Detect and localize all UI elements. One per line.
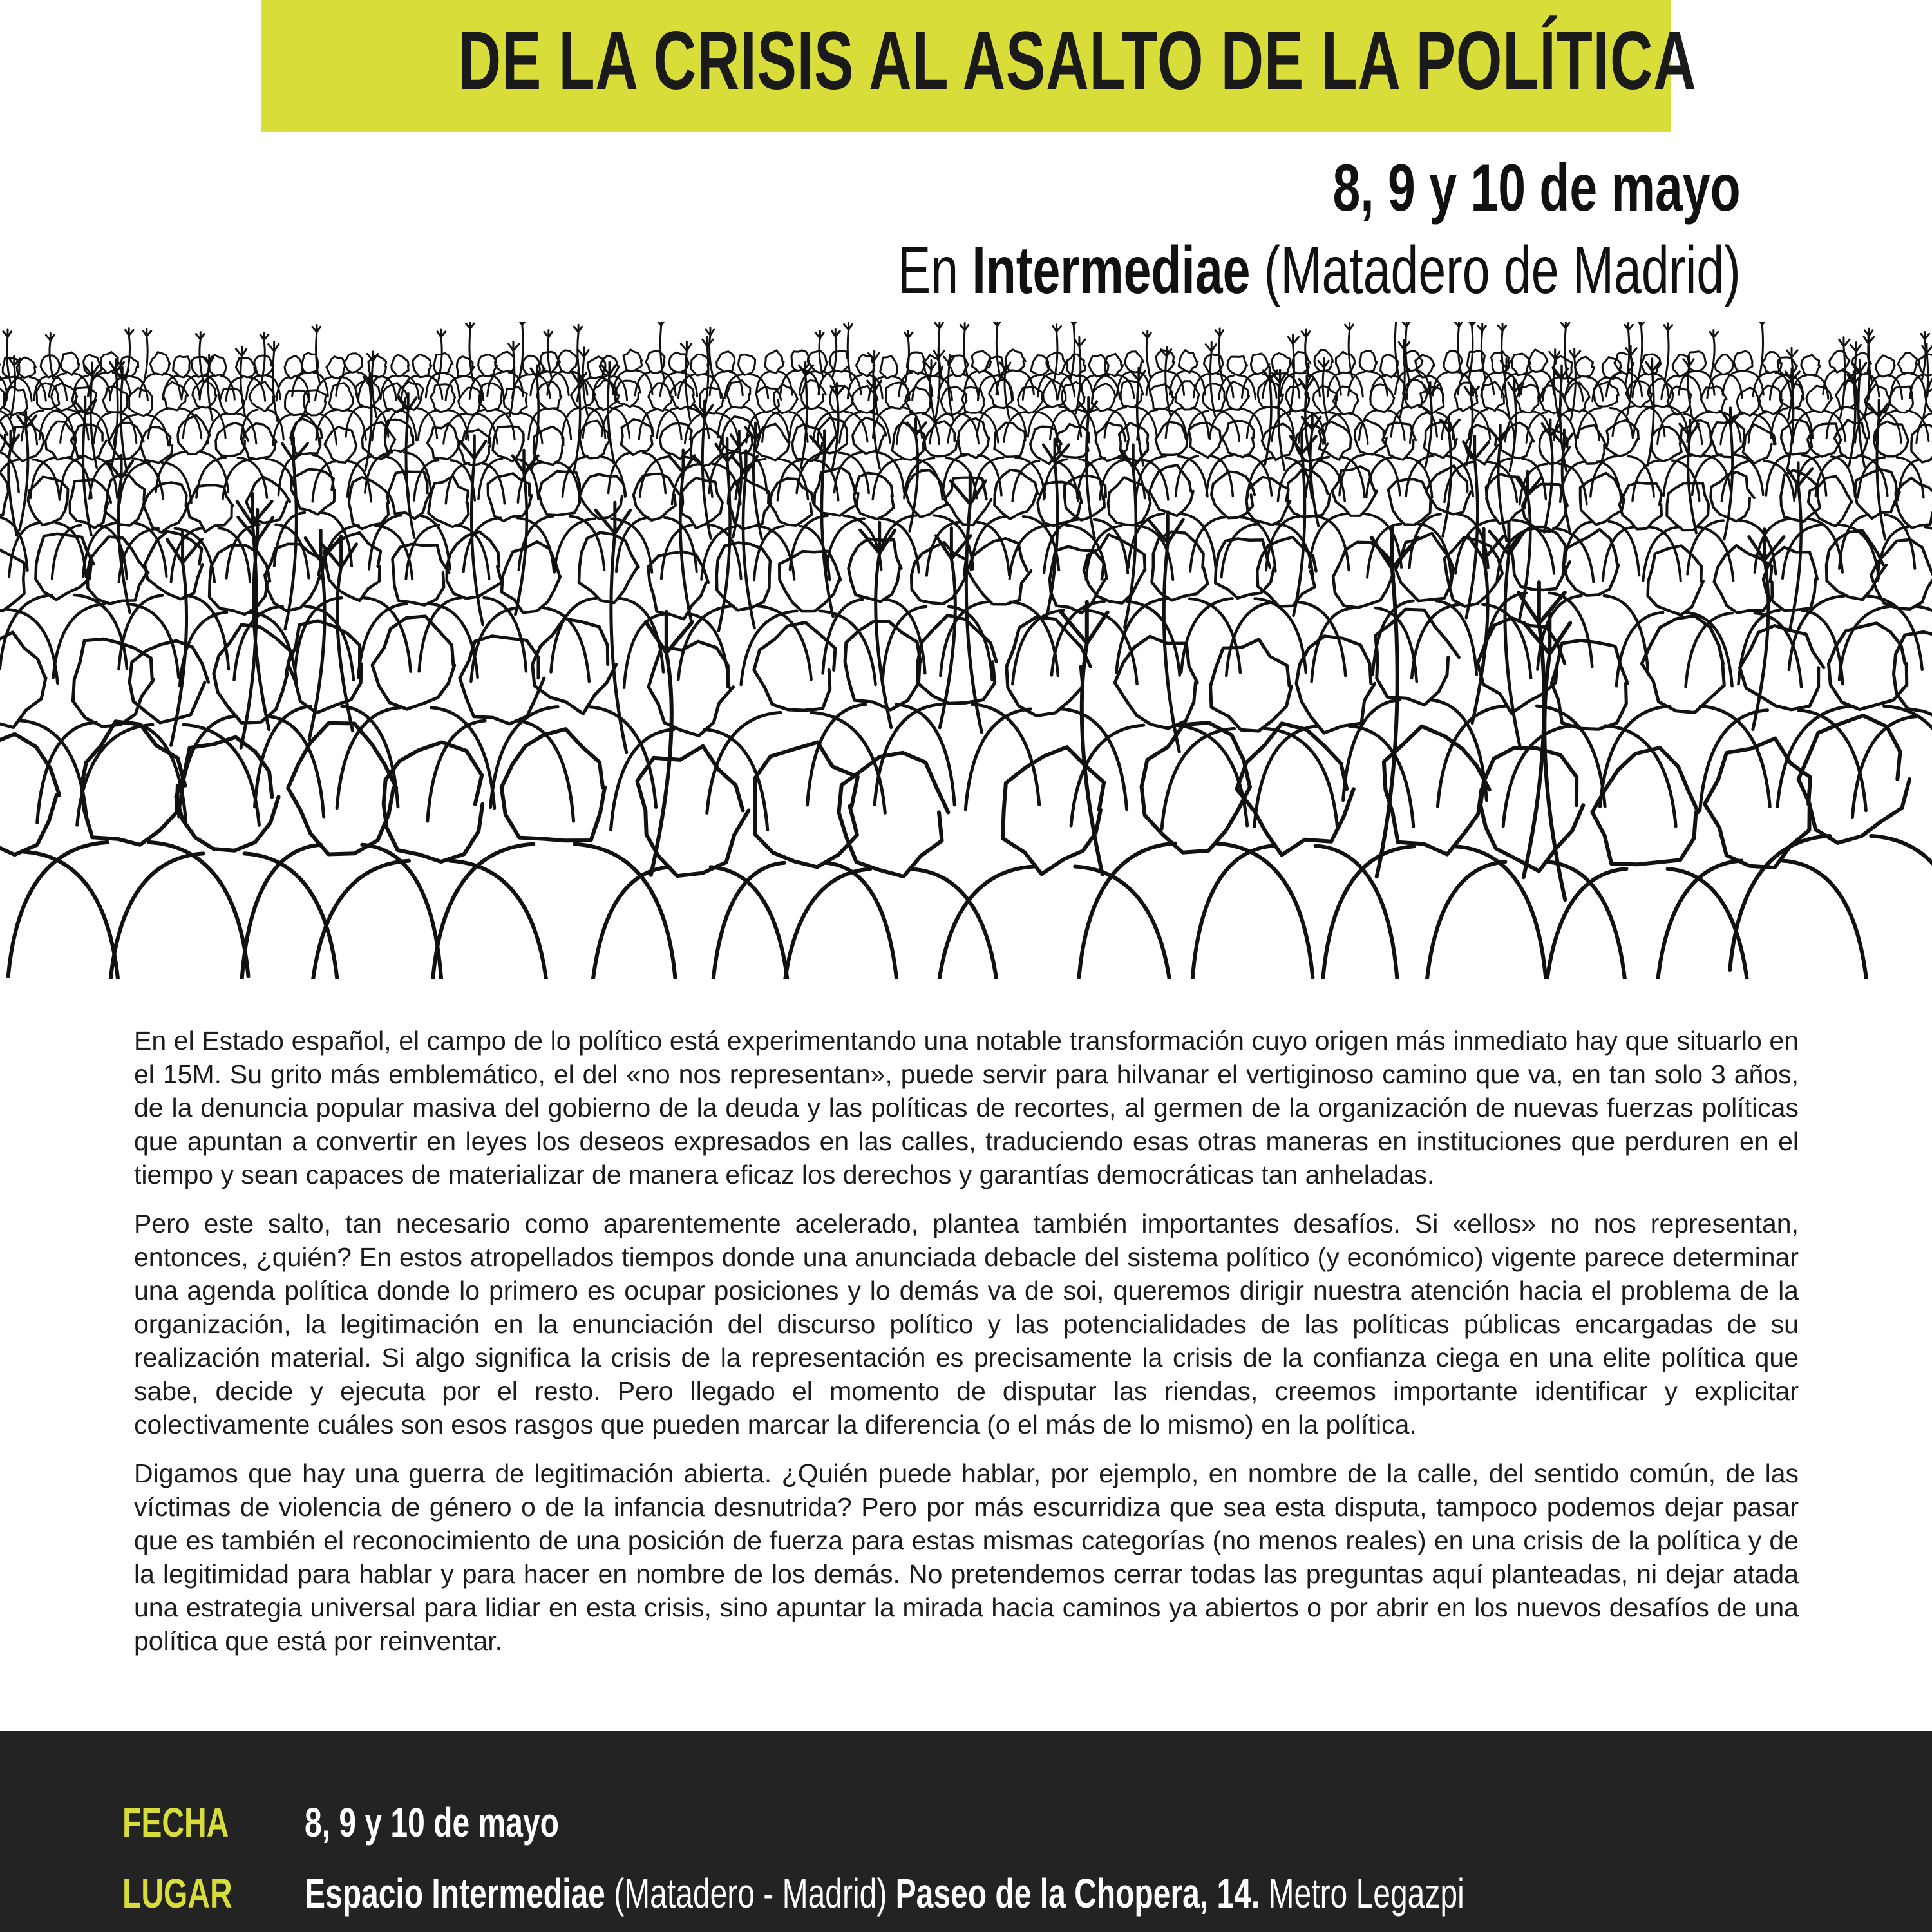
- body-text: [134, 1024, 1799, 1673]
- venue-place: (Matadero de Madrid): [1264, 233, 1741, 308]
- fecha-value: [305, 1797, 559, 1848]
- fecha-row: [122, 1797, 1861, 1848]
- venue-name: Intermediae: [972, 233, 1251, 308]
- lugar-place: (Matadero - Madrid): [614, 1870, 887, 1917]
- fecha-label: FECHA: [122, 1799, 229, 1846]
- event-venue: [898, 232, 1741, 309]
- event-dates: 8, 9 y 10 de mayo: [1332, 151, 1741, 225]
- lugar-venue: Espacio Intermediae: [305, 1870, 605, 1917]
- crowd-illustration: [0, 322, 1932, 979]
- fecha-value-text: 8, 9 y 10 de mayo: [305, 1799, 559, 1846]
- paragraph: En el Estado español, el campo de lo político está experimentando una notable transformación cuyo origen más inmediato hay que situarlo en el 15M. Su grito más emblemático, el del «no nos representan», puede servir para hilvanar el vertiginoso camino que va, en tan solo 3 años, de la denuncia popular masiva del gobierno de la deuda y las políticas de recortes, al germen de la organización de nuevas fuerzas políticas que apuntan a convertir en leyes los deseos expresados en las calles, traduciendo esas otras maneras en instituciones que perduren en el tiempo y sean capaces de materializar de manera eficaz los derechos y garantías democráticas tan anheladas.: [134, 1026, 1799, 1189]
- lugar-row: [122, 1868, 1861, 1919]
- paragraph: Pero este salto, tan necesario como aparentemente acelerado, plantea también importantes desafíos. Si «ellos» no nos representan, entonces, ¿quién? En estos atropellados tiempos donde una anunciada debacle del sistema político (y económico) vigente parece determinar una agenda política donde lo primero es ocupar posiciones y lo demás va de soi, queremos dirigir nuestra atención hacia el problema de la organización, la legitimación en la enunciación del discurso político y las potencialidades de las políticas públicas encargadas de su realización material. Si algo significa la crisis de la representación es precisamente la crisis de la confianza ciega en una elite política que sabe, decide y ejecuta por el resto. Pero llegado el momento de disputar las riendas, creemos importante identificar y explicitar colectivamente cuáles son esos rasgos que pueden marcar la diferencia (o el más de lo mismo) en la política.: [134, 1209, 1799, 1439]
- lugar-metro: Metro Legazpi: [1268, 1870, 1464, 1917]
- lugar-label: LUGAR: [122, 1870, 232, 1917]
- paragraph: Digamos que hay una guerra de legitimación abierta. ¿Quién puede hablar, por ejemplo, en nombre de la calle, del sentido común, de las víctimas de violencia de género o de la infancia desnutrida? Pero por más escurridiza que sea esta disputa, tampoco podemos dejar pasar que es también el reconocimiento de una posición de fuerza para estas mismas categorías (no menos reales) en una crisis de la política y de la legitimidad para hablar y para hacer en nombre de los demás. No pretendemos cerrar todas las preguntas aquí planteadas, ni dejar atada una estrategia universal para lidiar en esta crisis, sino apuntar la mirada hacia caminos ya abiertos o por abrir en los nuevos desafíos de una política que está por reinventar.: [134, 1459, 1799, 1656]
- event-info-footer: [0, 1731, 1932, 1932]
- lugar-value: [305, 1868, 1464, 1919]
- lugar-street: Paseo de la Chopera, 14.: [895, 1870, 1260, 1917]
- venue-prefix: En: [898, 233, 959, 308]
- page-title: DE LA CRISIS AL ASALTO DE LA POLÍTICA: [458, 15, 1697, 107]
